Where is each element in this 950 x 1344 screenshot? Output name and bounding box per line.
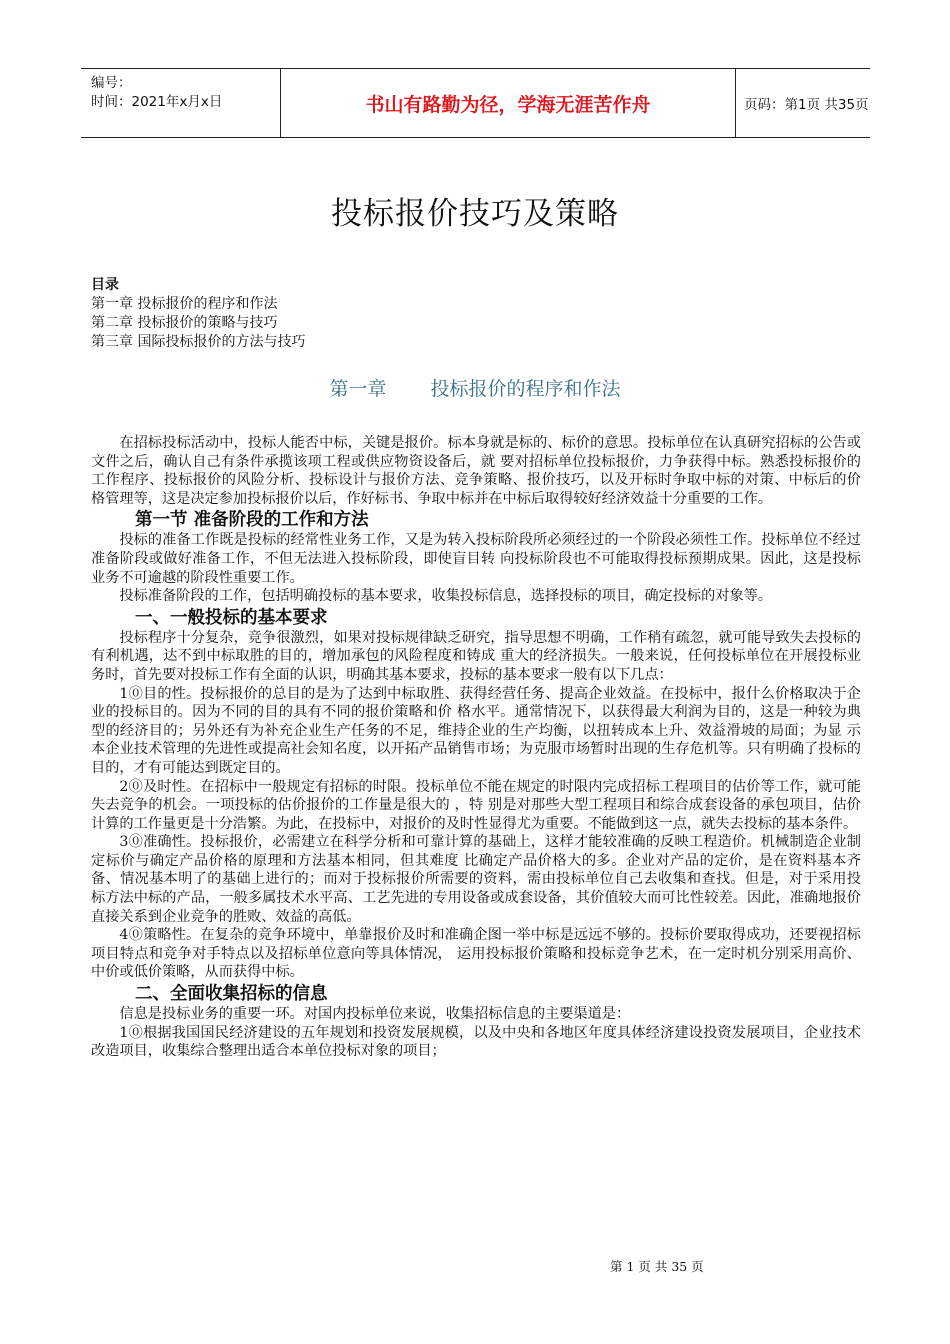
subsection2-paragraph: 信息是投标业务的重要一环。对国内投标单位来说，收集招标信息的主要渠道是： <box>119 1006 631 1023</box>
section1-paragraph-1: 投标的准备工作既是投标的经常性业务工作，又是为转入投标阶段所必须经过的一个阶段必须性工作。投标单位不经过准备阶段或做好准备工作，不但无法进入投标阶段，即使盲目转 向投标阶段也不可能取得投标预期成果。因此，这是投标业务不可逾越的阶段性重要工作。 <box>91 532 861 586</box>
chapter-number: 第一章 <box>329 378 387 400</box>
subsection1-heading: 一、一般投标的基本要求 <box>135 607 328 628</box>
table-of-contents <box>91 276 305 352</box>
toc-heading: 目录 <box>91 277 119 293</box>
document-title: 投标报价技巧及策略 <box>331 196 619 232</box>
toc-item-2[interactable]: 第二章 投标报价的策略与技巧 <box>91 315 278 331</box>
toc-item-3[interactable]: 第三章 国际投标报价的方法与技巧 <box>91 334 306 350</box>
section1-heading: 第一节 准备阶段的工作和方法 <box>135 510 369 531</box>
header-meta <box>81 69 281 137</box>
header-motto: 书山有路勤为径，学海无涯苦作舟 <box>281 69 736 137</box>
page-header <box>81 68 870 138</box>
requirement-3: 3⓪准确性。投标报价，必需建立在科学分析和可靠计算的基础上，这样才能较准确的反映工程造价。机械制造企业制定标价与确定产品价格的原理和方法基本相同，但其难度 比确定产品价格大的多。企业对产品的定价，是在资料基本齐备、情况基本明了的基础上进行的；而对于投标报价所需要的资料，需由投标单位自己去收集和查找。但是，对于采用投 标方法中标的产品，一般多属技术水平高、工艺先进的专用设备或成套设备，其价值较大而可比性较差。因此，准确地报价直接关系到企业竞争的胜败、效益的高低。 <box>91 834 861 925</box>
requirement-4: 4⓪策略性。在复杂的竞争环境中，单靠报价及时和准确企图一举中标是远远不够的。投标价要取得成功，还要视招标项目特点和竞争对手特点以及招标单位意向等具体情况， 运用投标报价策略和投标竞争艺术，在一定时机分别采用高价、中价或低价策略，从而获得中标。 <box>91 927 861 981</box>
chapter-heading <box>0 374 950 401</box>
toc-item-1[interactable]: 第一章 投标报价的程序和作法 <box>91 296 278 312</box>
document-body <box>91 434 861 1061</box>
chapter-title: 投标报价的程序和作法 <box>430 378 621 400</box>
requirement-1: 1⓪目的性。投标报价的总目的是为了达到中标取胜、获得经营任务、提高企业效益。在投标中，报什么价格取决于企业的投标目的。因为不同的目的具有不同的报价策略和价 格水平。通常情况下，以获得最大利润为目的，这是一种较为典型的经济目的；另外还有为补充企业生产任务的不足，维持企业的生产均衡，以扭转成本上升、效益滑坡的局面；为显 示本企业技术管理的先进性或提高社会知名度，以开拓产品销售市场；为克服市场暂时出现的生存危机等。只有明确了投标的目的，才有可能达到既定目的。 <box>91 685 861 776</box>
subsection2-heading: 二、全面收集招标的信息 <box>135 984 328 1005</box>
source-1: 1⓪根据我国国民经济建设的五年规划和投资发展规模，以及中央和各地区年度具体经济建设投资发展项目，企业技术改造项目，收集综合整理出适合本单位投标对象的项目； <box>91 1024 861 1060</box>
header-date-label: 时间：2021年x月x日 <box>91 94 223 110</box>
intro-paragraph: 在招标投标活动中，投标人能否中标，关键是报价。标本身就是标的、标价的意思。投标单位在认真研究招标的公告或文件之后，确认自己有条件承揽该项工程或供应物资设备后，就 要对招标单位投标报价，力争获得中标。熟悉投标报价的工作程序、投标报价的风险分析、投标设计与报价方法、竞争策略、报价技巧，以及开标时争取中标的对策、中标后的价 格管理等，这是决定参加投标报价以后，作好标书、争取中标并在中标后取得较好经济效益十分重要的工作。 <box>91 435 861 507</box>
section1-paragraph-2: 投标准备阶段的工作，包括明确投标的基本要求，收集投标信息，选择投标的项目，确定投标的对象等。 <box>119 588 773 605</box>
footer-page-number: 第 1 页 共 35 页 <box>610 1259 704 1274</box>
header-number-label: 编号： <box>91 75 132 91</box>
header-page-label: 页码：第1页 共35页 <box>744 97 869 113</box>
requirement-2: 2⓪及时性。在招标中一般规定有招标的时限。投标单位不能在规定的时限内完成招标工程项目的估价等工作，就可能失去竞争的机会。一项投标的估价报价的工作量是很大的 ，特 别是对那些大型工程项目和综合成套设备的承包项目，估价计算的工作量更是十分浩繁。为此，在投标中，对报价的及时性显得尤为重要。不能做到这一点，就失去投标的基本条件。 <box>91 778 861 832</box>
subsection1-paragraph: 投标程序十分复杂，竞争很激烈，如果对投标规律缺乏研究，指导思想不明确，工作稍有疏忽，就可能导致失去投标的有利机遇，达不到中标取胜的目的，增加承包的风险程度和铸成 重大的经济损失。一般来说，任何投标单位在开展投标业务时，首先要对投标工作有全面的认识，明确其基本要求，投标的基本要求一般有以下几点： <box>91 629 861 683</box>
